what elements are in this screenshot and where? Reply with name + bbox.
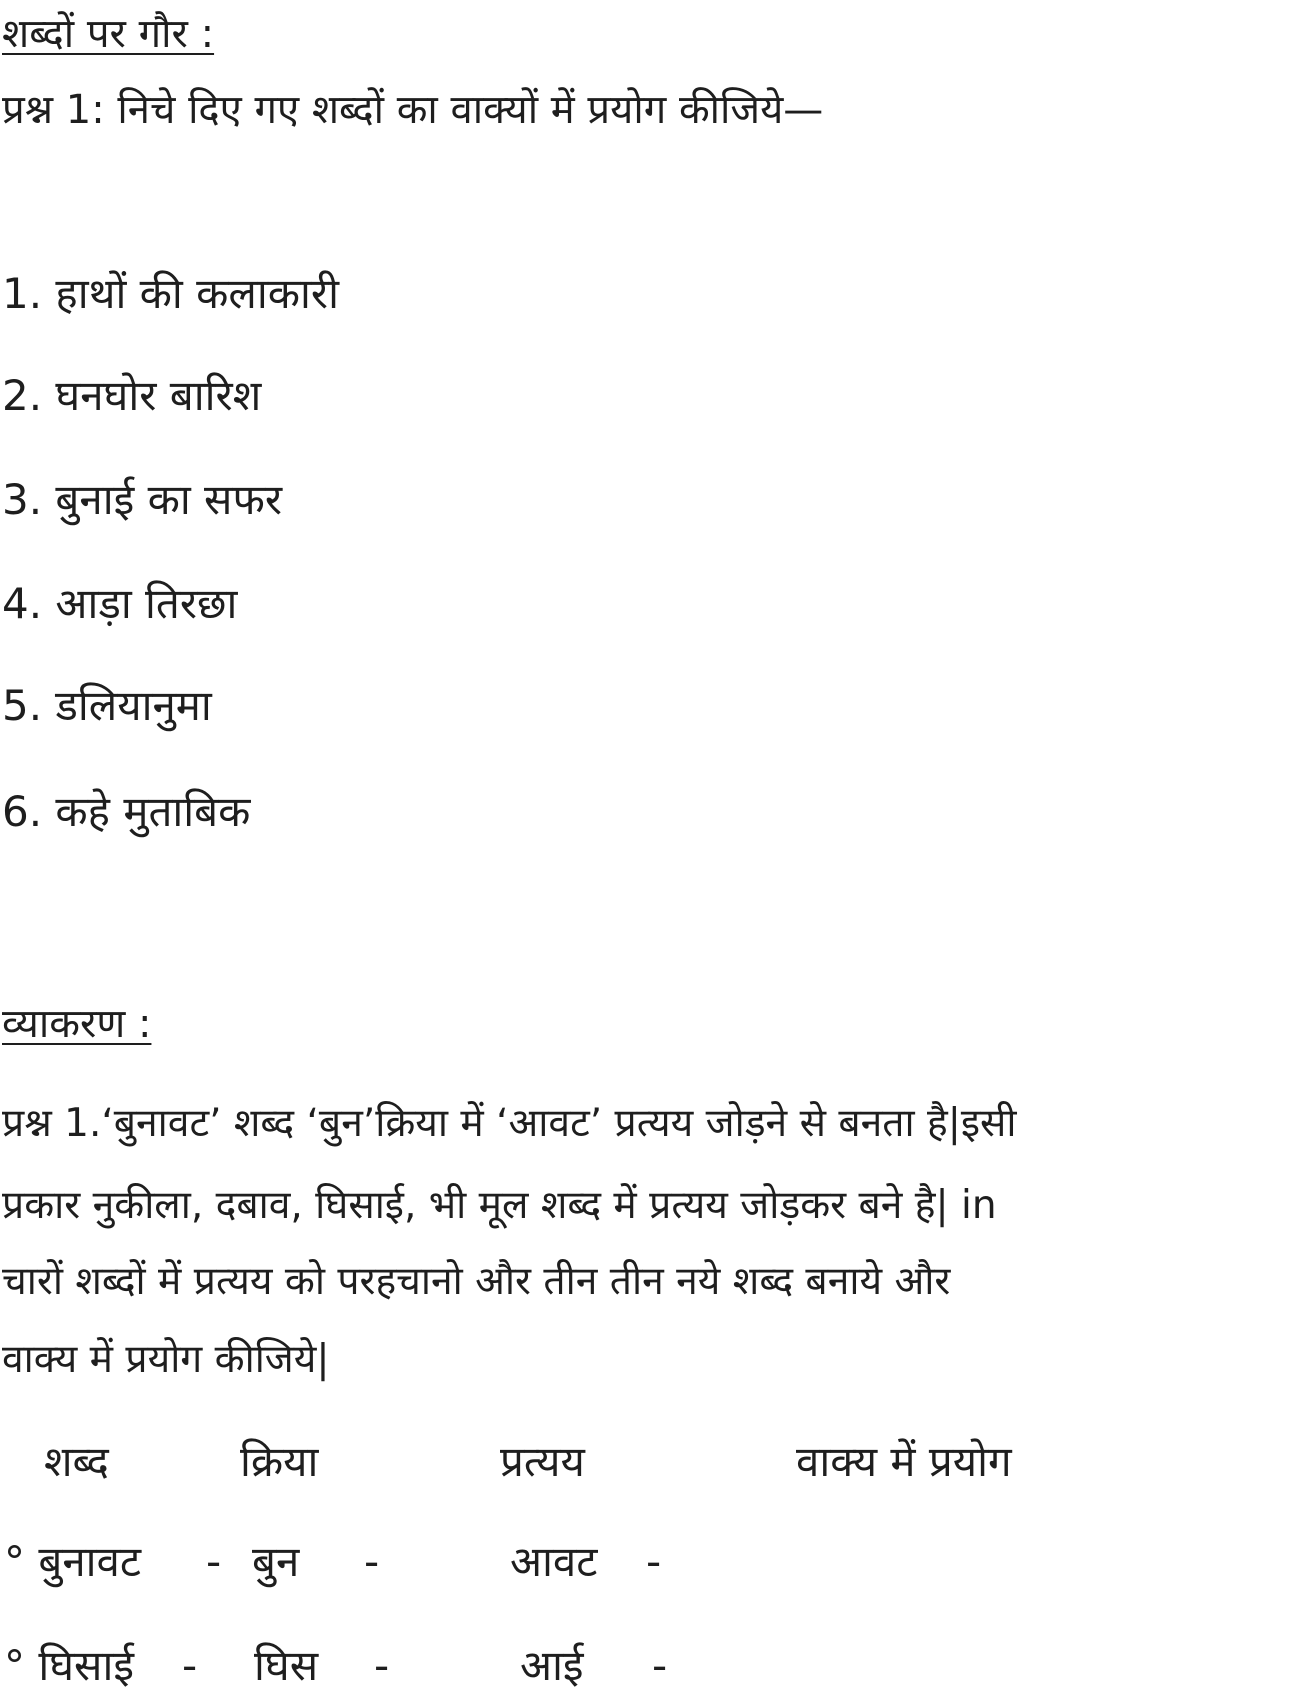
question-1-text: प्रश्न 1: निचे दिए गए शब्दों का वाक्यों में प्रयोग कीजिये— [2,87,824,133]
list-item: 1. हाथों की कलाकारी [2,269,339,318]
table-cell-suffix: आवट [510,1537,598,1586]
section-heading-grammar: व्याकरण : [2,1001,152,1047]
table-header-word: शब्द [44,1437,109,1486]
paragraph-line: प्रश्न 1.‘बुनावट’ शब्द ‘बुन’क्रिया में ‘आवट’ प्रत्यय जोड़ने से बनता है|इसी [2,1101,1017,1146]
table-header-suffix: प्रत्यय [500,1437,585,1486]
list-item: 3. बुनाई का सफर [2,475,283,524]
paragraph-line: वाक्य में प्रयोग कीजिये| [2,1337,330,1382]
list-item: 4. आड़ा तिरछा [2,579,238,628]
table-cell-suffix: आई [520,1641,584,1690]
table-separator: - [364,1537,380,1586]
section-heading-words: शब्दों पर गौर : [2,11,215,57]
table-cell-verb: घिस [254,1641,319,1690]
list-item: 5. डलियानुमा [2,681,212,730]
table-separator: - [652,1641,668,1690]
table-header-verb: क्रिया [240,1437,319,1486]
table-cell-verb: बुन [252,1537,300,1586]
table-separator: - [646,1537,662,1586]
list-item: 6. कहे मुताबिक [2,787,251,836]
paragraph-line: चारों शब्दों में प्रत्यय को परहचानो और तीन तीन नये शब्द बनाये और [2,1259,951,1304]
table-separator: - [374,1641,390,1690]
table-cell-word: ° बुनावट [4,1537,142,1586]
list-item: 2. घनघोर बारिश [2,371,262,420]
table-header-usage: वाक्य में प्रयोग [796,1437,1012,1486]
paragraph-line: प्रकार नुकीला, दबाव, घिसाई, भी मूल शब्द में प्रत्यय जोड़कर बने है| in [2,1183,997,1228]
table-separator: - [182,1641,198,1690]
table-separator: - [206,1537,222,1586]
table-cell-word: ° घिसाई [4,1641,134,1690]
